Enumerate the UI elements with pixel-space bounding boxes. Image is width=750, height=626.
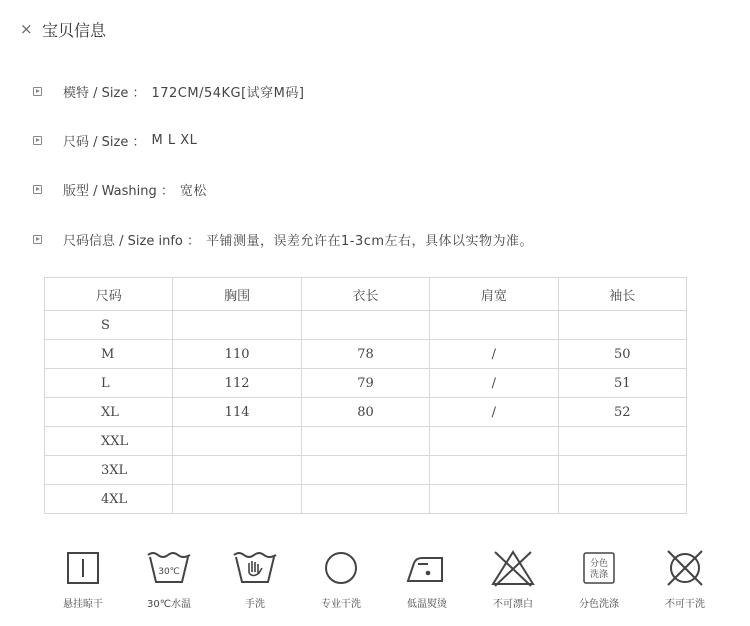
table-cell <box>558 456 686 485</box>
table-cell <box>430 427 558 456</box>
care-label: 悬挂晾干 <box>63 599 103 610</box>
care-item-wash-30 <box>126 548 212 610</box>
no-bleach-icon <box>489 548 537 588</box>
table-cell: 112 <box>173 369 301 398</box>
table-cell: M <box>45 340 173 369</box>
column-header: 胸围 <box>173 278 301 311</box>
table-cell: 110 <box>173 340 301 369</box>
column-header: 尺码 <box>45 278 173 311</box>
table-cell: 52 <box>558 398 686 427</box>
table-cell <box>301 427 429 456</box>
separate-wash-text-2: 洗涤 <box>589 570 609 580</box>
dry-clean-icon <box>317 548 365 588</box>
header <box>20 18 106 41</box>
care-label: 不可漂白 <box>493 599 533 610</box>
table-cell <box>558 427 686 456</box>
table-cell <box>173 427 301 456</box>
separate-wash-icon <box>575 548 623 588</box>
column-header: 衣长 <box>301 278 429 311</box>
table-cell: / <box>430 340 558 369</box>
table-cell: XL <box>45 398 173 427</box>
info-value: 宽松 <box>179 184 207 199</box>
no-tumble-dry-icon <box>661 548 709 588</box>
care-label: 不可干洗 <box>665 599 705 610</box>
play-bullet-icon <box>33 136 42 145</box>
table-cell: L <box>45 369 173 398</box>
care-item-hand-wash <box>212 548 298 610</box>
info-row-size-info <box>33 230 533 249</box>
table-row <box>45 369 687 398</box>
care-label: 手洗 <box>245 599 265 610</box>
care-instructions <box>40 548 730 610</box>
care-label: 30℃水温 <box>147 599 191 610</box>
size-table <box>44 277 687 514</box>
table-cell <box>173 485 301 514</box>
table-cell: 51 <box>558 369 686 398</box>
table-cell: XXL <box>45 427 173 456</box>
play-bullet-icon <box>33 87 42 96</box>
table-row <box>45 311 687 340</box>
play-bullet-icon <box>33 185 42 194</box>
table-cell: 4XL <box>45 485 173 514</box>
wash-temp-text: 30℃ <box>158 567 180 577</box>
table-cell: 114 <box>173 398 301 427</box>
table-cell: 3XL <box>45 456 173 485</box>
page-title: 宝贝信息 <box>42 21 107 40</box>
info-value: 平铺测量，误差允许在1-3cm左右，具体以实物为准。 <box>205 234 534 249</box>
table-row <box>45 485 687 514</box>
table-cell <box>301 456 429 485</box>
hand-wash-icon <box>231 548 279 588</box>
table-cell: / <box>430 369 558 398</box>
care-item-no-tumble-dry <box>642 548 728 610</box>
table-row <box>45 340 687 369</box>
table-cell: S <box>45 311 173 340</box>
care-item-dry-clean <box>298 548 384 610</box>
table-header-row <box>45 278 687 311</box>
info-row-fit <box>33 180 207 199</box>
table-cell: 50 <box>558 340 686 369</box>
table-cell <box>558 485 686 514</box>
table-cell: 78 <box>301 340 429 369</box>
info-row-size <box>33 131 197 150</box>
info-row-model <box>33 82 304 101</box>
wash-30-icon <box>145 548 193 588</box>
care-item-hang-dry <box>40 548 126 610</box>
table-cell: / <box>430 398 558 427</box>
info-value: 172CM/54KG[试穿M码] <box>151 86 305 101</box>
table-cell <box>173 456 301 485</box>
table-cell <box>301 485 429 514</box>
column-header: 肩宽 <box>430 278 558 311</box>
separate-wash-text-1: 分色 <box>589 559 609 569</box>
info-value: M L XL <box>151 133 198 148</box>
care-item-low-iron <box>384 548 470 610</box>
care-item-no-bleach <box>470 548 556 610</box>
table-row <box>45 456 687 485</box>
table-row <box>45 398 687 427</box>
info-label: 版型 / Washing ： <box>63 184 174 199</box>
table-cell <box>301 311 429 340</box>
table-cell <box>558 311 686 340</box>
table-cell: 80 <box>301 398 429 427</box>
low-iron-icon <box>403 548 451 588</box>
table-cell <box>430 485 558 514</box>
table-cell <box>430 311 558 340</box>
play-bullet-icon <box>33 235 42 244</box>
care-item-separate-wash <box>556 548 642 610</box>
hang-dry-icon <box>59 548 107 588</box>
care-label: 分色洗涤 <box>579 599 619 610</box>
care-label: 低温熨烫 <box>407 599 447 610</box>
info-label: 尺码 / Size ： <box>63 135 146 150</box>
table-cell: 79 <box>301 369 429 398</box>
table-row <box>45 427 687 456</box>
column-header: 袖长 <box>558 278 686 311</box>
care-label: 专业干洗 <box>321 599 361 610</box>
info-label: 尺码信息 / Size info ： <box>63 234 200 249</box>
table-cell <box>173 311 301 340</box>
close-icon[interactable]: × <box>20 20 33 38</box>
table-cell <box>430 456 558 485</box>
info-label: 模特 / Size ： <box>63 86 146 101</box>
